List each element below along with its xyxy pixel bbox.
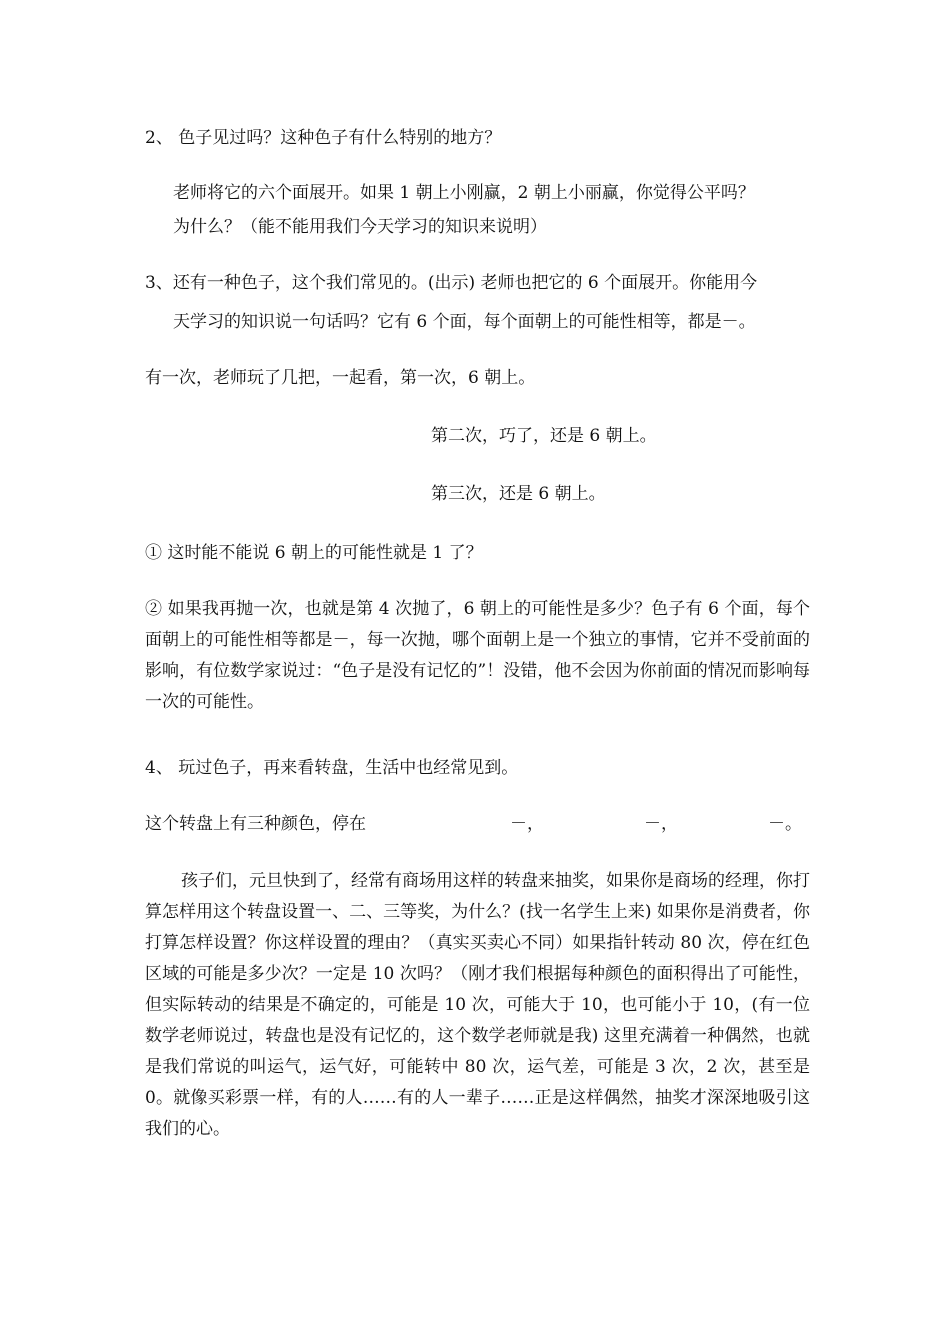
question-2-line-2: 为什么？（能不能用我们今天学习的知识来说明） <box>173 217 547 237</box>
question-4-title: 4、 玩过色子，再来看转盘，生活中也经常见到。 <box>145 758 519 778</box>
spinner-fraction-3: －。 <box>768 814 802 834</box>
dice-play-second: 第二次，巧了，还是 6 朝上。 <box>431 426 657 446</box>
question-3-line-2: 天学习的知识说一句话吗？它有 6 个面，每个面朝上的可能性相等，都是－。 <box>173 312 756 332</box>
question-2-title: 2、 色子见过吗？这种色子有什么特别的地方？ <box>145 128 502 148</box>
spinner-fraction-2: －， <box>644 814 678 834</box>
dice-play-intro: 有一次，老师玩了几把，一起看，第一次，6 朝上。 <box>145 368 536 388</box>
closing-paragraph: 孩子们，元旦快到了，经常有商场用这样的转盘来抽奖，如果你是商场的经理，你打算怎样用这个转盘设置一、二、三等奖，为什么？(找一名学生上来) 如果你是消费者，你打算怎样设置？你这样设置的理由？（真实买卖心不同）如果指针转动 80 次，停在红色区域的可能是多少次？一定是 10 次吗？（刚才我们根据每种颜色的面积得出了可能性，但实际转动的结果是不确定的，可能是 10 次，可能大于 10，也可能小于 10，(有一位数学老师说过，转盘也是没有记忆的，这个数学老师就是我) 这里充满着一种偶然，也就是我们常说的叫运气，运气好，可能转中 80 次，运气差，可能是 3 次，2 次，甚至是 0。就像买彩票一样，有的人……有的人一辈子……正是这样偶然，抽奖才深深地吸引这我们的心。 <box>145 871 810 1139</box>
point-1: ① 这时能不能说 6 朝上的可能性就是 1 了？ <box>145 543 483 563</box>
dice-play-third: 第三次，还是 6 朝上。 <box>431 484 606 504</box>
question-3-line-1: 3、还有一种色子，这个我们常见的。(出示) 老师也把它的 6 个面展开。你能用今 <box>145 273 758 293</box>
spinner-colors-prefix: 这个转盘上有三种颜色，停在 <box>145 814 366 834</box>
spinner-fraction-1: －， <box>510 814 544 834</box>
point-2-paragraph: ② 如果我再抛一次，也就是第 4 次抛了，6 朝上的可能性是多少？色子有 6 个面，每个面朝上的可能性相等都是－，每一次抛，哪个面朝上是一个独立的事情，它并不受前面的影响，有位数学家说过：“色子是没有记忆的”！没错，他不会因为你前面的情况而影响每一次的可能性。 <box>145 599 810 712</box>
question-2-line-1: 老师将它的六个面展开。如果 1 朝上小刚赢，2 朝上小丽赢，你觉得公平吗？ <box>173 183 755 203</box>
